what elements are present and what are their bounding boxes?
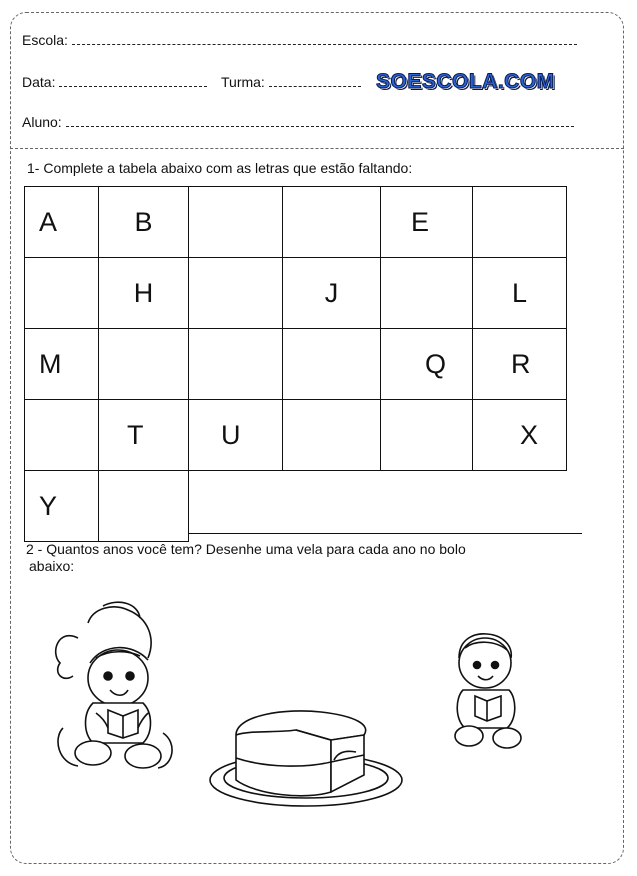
- table-empty-area: [189, 471, 567, 542]
- cake-illustration: [206, 700, 406, 812]
- letter-cell: Q: [381, 329, 473, 400]
- escola-field: [22, 32, 577, 48]
- blank-cell[interactable]: [283, 187, 381, 258]
- aluno-field: [22, 114, 574, 130]
- blank-cell[interactable]: [189, 187, 283, 258]
- aluno-line[interactable]: [66, 126, 574, 127]
- table-row: [25, 258, 567, 329]
- turma-field: [221, 74, 361, 90]
- blank-cell[interactable]: [283, 329, 381, 400]
- letter-cell: L: [473, 258, 567, 329]
- data-field: [22, 74, 207, 90]
- blank-cell[interactable]: [283, 400, 381, 471]
- table-row: [25, 187, 567, 258]
- escola-label: Escola:: [22, 32, 68, 48]
- turma-line[interactable]: [269, 86, 361, 87]
- escola-line[interactable]: [72, 44, 577, 45]
- blank-cell[interactable]: [381, 258, 473, 329]
- turma-label: Turma:: [221, 74, 265, 90]
- soescola-logo: SOESCOLA.COM: [376, 70, 555, 93]
- exercise2-prompt-line1: 2 - Quantos anos você tem? Desenhe uma vela para cada ano no bolo: [26, 541, 466, 557]
- table-row: [25, 471, 567, 542]
- letter-cell: U: [189, 400, 283, 471]
- letter-cell: R: [473, 329, 567, 400]
- table-row: [25, 329, 567, 400]
- blank-cell[interactable]: [381, 400, 473, 471]
- boy-reading-illustration: [445, 628, 529, 758]
- data-line[interactable]: [59, 86, 207, 87]
- letter-cell: A: [25, 187, 99, 258]
- header-divider: [10, 148, 624, 149]
- letter-cell: H: [99, 258, 189, 329]
- letter-cell: J: [283, 258, 381, 329]
- data-label: Data:: [22, 74, 56, 90]
- letter-cell: T: [99, 400, 189, 471]
- blank-cell[interactable]: [99, 329, 189, 400]
- aluno-label: Aluno:: [22, 114, 62, 130]
- letter-cell: M: [25, 329, 99, 400]
- exercise2-prompt: [26, 541, 466, 575]
- blank-cell[interactable]: [99, 471, 189, 542]
- blank-cell[interactable]: [25, 258, 99, 329]
- letter-cell: E: [381, 187, 473, 258]
- exercise2-prompt-line2: abaixo:: [29, 558, 75, 574]
- girl-reading-illustration: [48, 598, 188, 773]
- blank-cell[interactable]: [189, 329, 283, 400]
- blank-cell[interactable]: [25, 400, 99, 471]
- letter-cell: B: [99, 187, 189, 258]
- alphabet-table: [24, 186, 567, 542]
- blank-cell[interactable]: [189, 258, 283, 329]
- blank-cell[interactable]: [473, 187, 567, 258]
- letter-cell: X: [473, 400, 567, 471]
- exercise1-prompt: 1- Complete a tabela abaixo com as letras que estão faltando:: [27, 160, 413, 176]
- letter-cell: Y: [25, 471, 99, 542]
- section-separator: [188, 533, 582, 534]
- table-row: [25, 400, 567, 471]
